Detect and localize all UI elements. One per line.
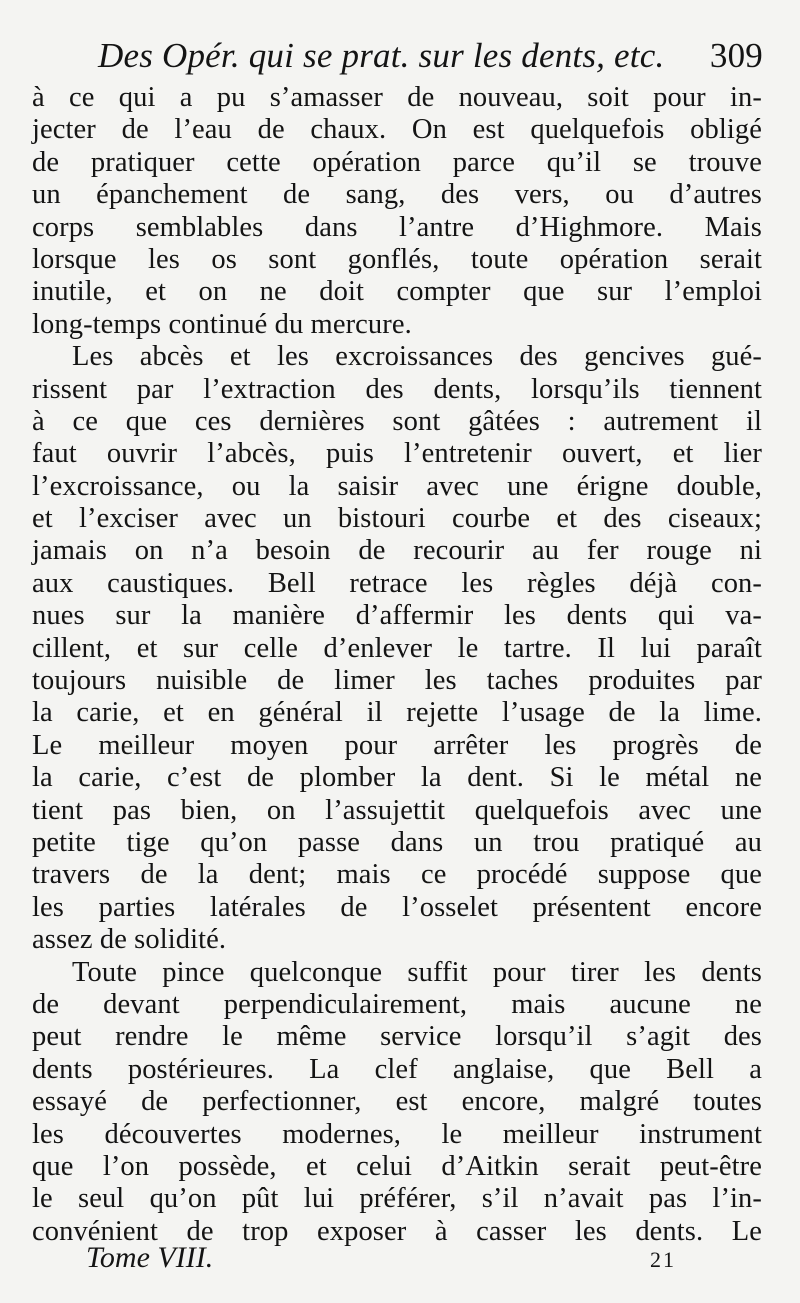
text-line: essayé de perfectionner, est encore, malgré toutes [32,1086,762,1118]
text-line: que l’on possède, et celui d’Aitkin serait peut-être [32,1150,762,1182]
paragraph-end-line: assez de solidité. [32,924,227,956]
text-line: et l’exciser avec un bistouri courbe et des ciseaux; [32,503,762,535]
text-line: la carie, et en général il rejette l’usage de la lime. [32,697,762,729]
running-head [98,34,763,78]
text-line: dents postérieures. La clef anglaise, que Bell a [32,1053,762,1085]
text-line: aux caustiques. Bell retrace les règles déjà con- [32,567,762,599]
sheet-number: 21 [650,1247,676,1272]
text-line: convénient de trop exposer à casser les dents. Le [32,1215,762,1247]
volume-signature: Tome VIII. [86,1241,214,1274]
text-line: corps semblables dans l’antre d’Highmore. Mais [32,211,762,243]
text-line: l’excroissance, ou la saisir avec une érigne double, [32,470,762,502]
paragraph-end-line: long-temps continué du mercure. [32,308,412,340]
text-line: à ce que ces dernières sont gâtées : autrement il [32,405,762,437]
text-line: jecter de l’eau de chaux. On est quelquefois obligé [32,114,762,146]
text-line: à ce qui a pu s’amasser de nouveau, soit pour in- [32,82,762,113]
text-line: les parties latérales de l’osselet présentent encore [32,891,762,923]
text-line: de pratiquer cette opération parce qu’il se trouve [32,146,762,178]
text-line: tient pas bien, on l’assujettit quelquefois avec une [32,794,762,826]
text-line: travers de la dent; mais ce procédé suppose que [32,859,762,891]
text-line: un épanchement de sang, des vers, ou d’autres [32,179,762,211]
paragraph-start-line: Les abcès et les excroissances des gencives gué- [72,341,762,373]
text-line: la carie, c’est de plomber la dent. Si le métal ne [32,762,762,794]
running-title: Des Opér. qui se prat. sur les dents, etc. [98,36,665,75]
text-line: cillent, et sur celle d’enlever le tartre. Il lui paraît [32,632,762,664]
text-line: rissent par l’extraction des dents, lorsqu’ils tiennent [32,373,762,405]
body-text [32,82,762,1248]
text-line: de devant perpendiculairement, mais aucune ne [32,988,762,1020]
text-line: lorsque les os sont gonflés, toute opération serait [32,243,762,275]
text-line: nues sur la manière d’affermir les dents qui va- [32,600,762,632]
page-footer [86,1238,676,1278]
text-line: Le meilleur moyen pour arrêter les progrès de [32,729,762,761]
text-line: peut rendre le même service lorsqu’il s’agit des [32,1021,762,1053]
text-line: petite tige qu’on passe dans un trou pratiqué au [32,826,762,858]
paragraph-start-line: Toute pince quelconque suffit pour tirer les dents [72,956,762,988]
text-line: les découvertes modernes, le meilleur instrument [32,1118,762,1150]
text-line: jamais on n’a besoin de recourir au fer rouge ni [32,535,762,567]
text-line: inutile, et on ne doit compter que sur l’emploi [32,276,762,308]
text-line: le seul qu’on pût lui préférer, s’il n’avait pas l’in- [32,1183,762,1215]
page-number: 309 [709,36,763,75]
text-line: toujours nuisible de limer les taches produites par [32,665,762,697]
text-line: faut ouvrir l’abcès, puis l’entretenir ouvert, et lier [32,438,762,470]
